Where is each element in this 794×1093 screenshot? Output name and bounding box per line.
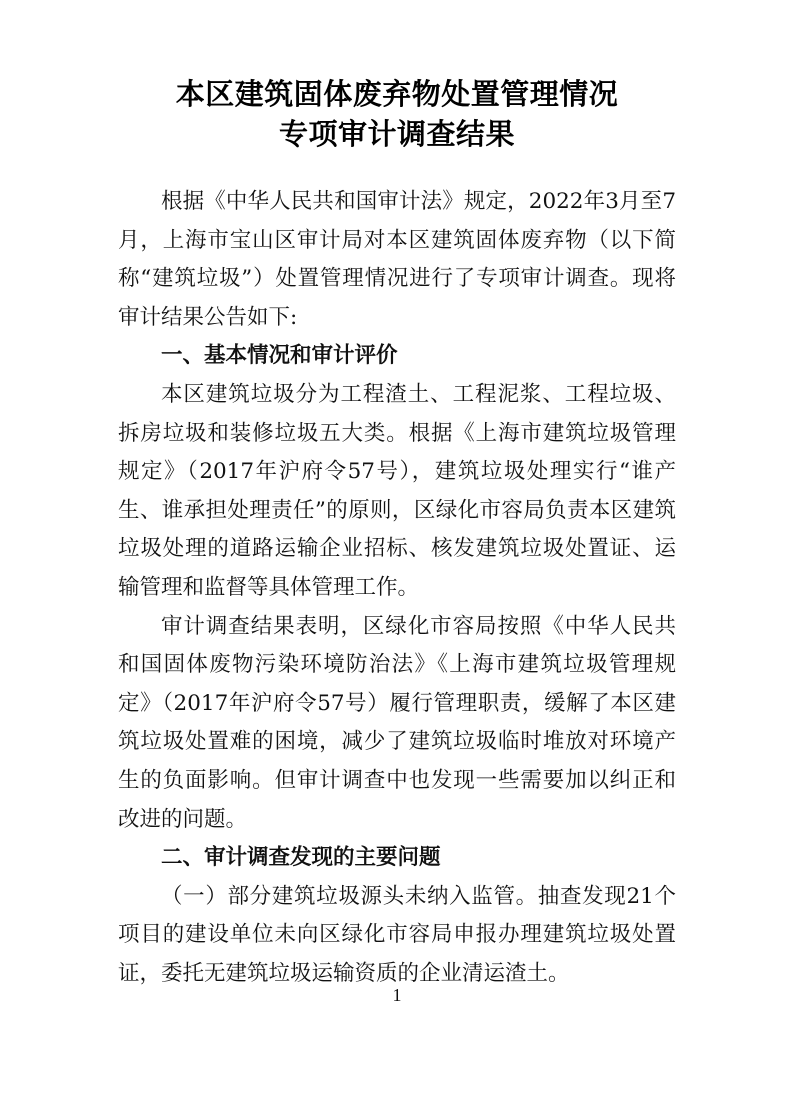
document-body: [118, 183, 676, 993]
section1-paragraph1: 本区建筑垃圾分为工程渣土、工程泥浆、工程垃圾、拆房垃圾和装修垃圾五大类。根据《上海市建筑垃圾管理规定》（2017年沪府令57号），建筑垃圾处理实行“谁产生、谁承担处理责任”的原则，区绿化市容局负责本区建筑垃圾处理的道路运输企业招标、核发建筑垃圾处置证、运输管理和监督等具体管理工作。: [118, 381, 676, 600]
section1-paragraph2: 审计调查结果表明，区绿化市容局按照《中华人民共和国固体废物污染环境防治法》《上海市建筑垃圾管理规定》（2017年沪府令57号）履行管理职责，缓解了本区建筑垃圾处置难的困境，减少了建筑垃圾临时堆放对环境产生的负面影响。但审计调查中也发现一些需要加以纠正和改进的问题。: [118, 613, 676, 832]
intro-paragraph: 根据《中华人民共和国审计法》规定，2022年3月至7月，上海市宝山区审计局对本区建筑固体废弃物（以下简称“建筑垃圾”）处置管理情况进行了专项审计调查。现将审计结果公告如下:: [118, 189, 676, 330]
page-number: 1: [392, 985, 402, 1005]
document-title-line2: 专项审计调查结果: [278, 117, 515, 151]
section2-paragraph1: （一）部分建筑垃圾源头未纳入监管。抽查发现21个项目的建设单位未向区绿化市容局申报办理建筑垃圾处置证，委托无建筑垃圾运输资质的企业清运渣土。: [118, 883, 676, 986]
section2-heading: 二、审计调查发现的主要问题: [161, 845, 441, 871]
section1-heading: 一、基本情况和审计评价: [161, 343, 398, 369]
document-title-line1: 本区建筑固体废弃物处置管理情况: [175, 77, 619, 111]
